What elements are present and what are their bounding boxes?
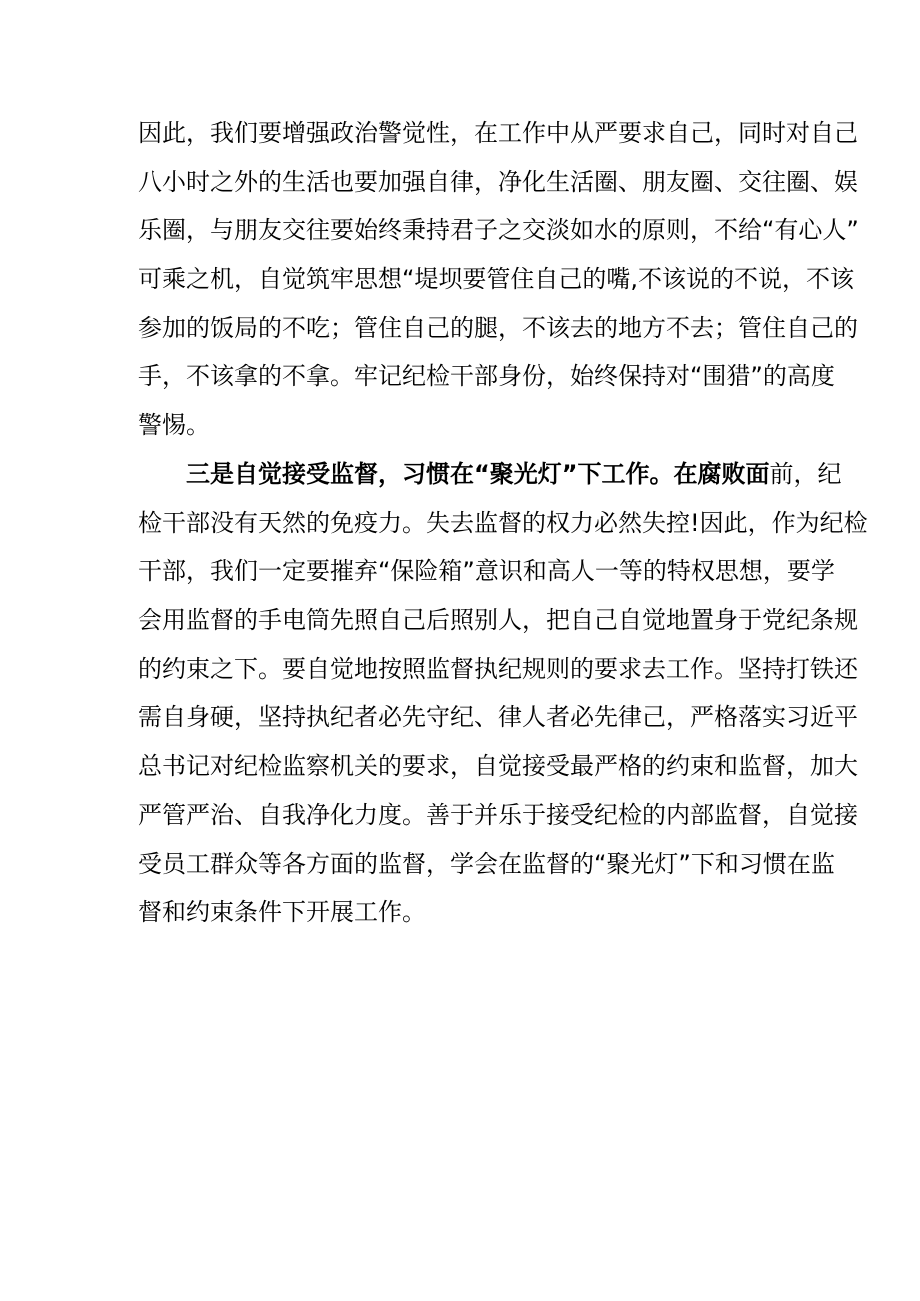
paragraph-line: 的约束之下。要自觉地按照监督执纪规则的要求去工作。坚持打铁还 (138, 654, 858, 683)
paragraph-first-line (138, 450, 842, 499)
paragraph-line: 警惕。 (138, 411, 210, 440)
paragraph-line: 总书记对纪检监察机关的要求，自觉接受最严格的约束和监督，加大 (138, 752, 858, 781)
paragraph-line: 受员工群众等各方面的监督，学会在监督的“聚光灯”下和习惯在监 (138, 849, 835, 878)
paragraph-line: 需自身硬，坚持执纪者必先守纪、律人者必先律己，严格落实习近平 (138, 703, 858, 732)
paragraph-line: 严管严治、自我净化力度。善于并乐于接受纪检的内部监督，自觉接 (138, 800, 858, 829)
paragraph-line: 会用监督的手电筒先照自己后照别人，把自己自觉地置身于党纪条规 (138, 606, 858, 635)
section-heading: 三是自觉接受监督，习惯在“聚光灯”下工作。在腐败面 (186, 460, 770, 488)
paragraph-2 (138, 450, 868, 937)
paragraph-line: 手，不该拿的不拿。牢记纪检干部身份，始终保持对“围猎”的高度 (138, 362, 835, 391)
paragraph-line: 检干部没有天然的免疫力。失去监督的权力必然失控!因此，作为纪检 (138, 508, 868, 537)
paragraph-line: 因此，我们要增强政治警觉性，在工作中从严要求自己，同时对自己 (138, 119, 858, 147)
paragraph-line: 乐圈，与朋友交往要始终秉持君子之交淡如水的原则，不给“有心人” (138, 216, 859, 245)
paragraph-line: 八小时之外的生活也要加强自律，净化生活圈、朋友圈、交往圈、娱 (138, 167, 858, 196)
paragraph-line: 干部，我们一定要摧弃“保险箱”意识和高人一等的特权思想，要学 (138, 557, 835, 586)
paragraph-line: 可乘之机，自觉筑牢思想“堤坝要管住自己的嘴,不该说的不说，不该 (138, 265, 855, 294)
heading-continuation: 前，纪 (769, 460, 842, 488)
paragraph-line: 督和约束条件下开展工作。 (138, 898, 426, 927)
paragraph-1 (138, 109, 859, 450)
paragraph-line: 参加的饭局的不吃；管住自己的腿，不该去的地方不去；管住自己的 (138, 313, 858, 342)
